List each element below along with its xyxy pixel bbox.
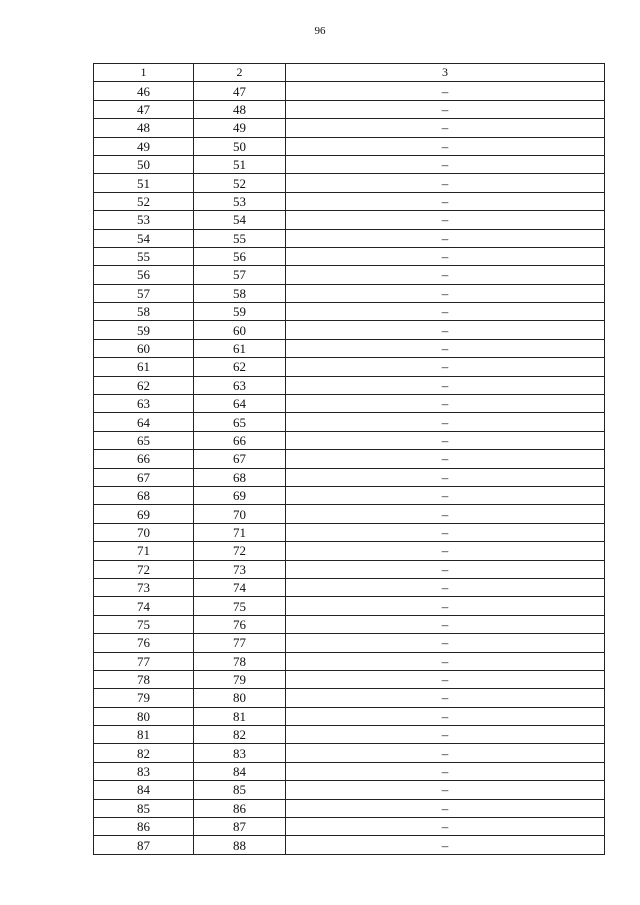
table-row xyxy=(94,781,605,799)
table-body xyxy=(94,82,605,854)
table-cell-col-3: – xyxy=(286,486,605,504)
table-row xyxy=(94,597,605,615)
table-cell-col-2: 77 xyxy=(194,634,286,652)
table-cell-col-2: 86 xyxy=(194,799,286,817)
table-cell-col-1: 59 xyxy=(94,321,194,339)
table-cell-col-3: – xyxy=(286,762,605,780)
table-row xyxy=(94,744,605,762)
table-header-row xyxy=(94,64,605,82)
table-row xyxy=(94,339,605,357)
table-row xyxy=(94,450,605,468)
table-cell-col-2: 88 xyxy=(194,836,286,854)
table-cell-col-2: 61 xyxy=(194,339,286,357)
table-row xyxy=(94,486,605,504)
table-cell-col-2: 55 xyxy=(194,229,286,247)
table-row xyxy=(94,321,605,339)
table-cell-col-3: – xyxy=(286,578,605,596)
table-cell-col-2: 51 xyxy=(194,155,286,173)
table-cell-col-3: – xyxy=(286,82,605,100)
table-row xyxy=(94,211,605,229)
table-cell-col-3: – xyxy=(286,155,605,173)
table-cell-col-2: 65 xyxy=(194,413,286,431)
table-row xyxy=(94,670,605,688)
table-cell-col-1: 69 xyxy=(94,505,194,523)
table-cell-col-1: 76 xyxy=(94,634,194,652)
table-row xyxy=(94,652,605,670)
data-table xyxy=(93,63,605,855)
table-cell-col-1: 52 xyxy=(94,192,194,210)
table-cell-col-3: – xyxy=(286,523,605,541)
table-row xyxy=(94,284,605,302)
table-cell-col-3: – xyxy=(286,247,605,265)
table-cell-col-1: 70 xyxy=(94,523,194,541)
table-cell-col-3: – xyxy=(286,137,605,155)
table-cell-col-3: – xyxy=(286,468,605,486)
table-cell-col-1: 68 xyxy=(94,486,194,504)
table-cell-col-1: 46 xyxy=(94,82,194,100)
table-row xyxy=(94,376,605,394)
table-row xyxy=(94,560,605,578)
table-row xyxy=(94,266,605,284)
table-row xyxy=(94,762,605,780)
table-cell-col-3: – xyxy=(286,542,605,560)
table-cell-col-2: 49 xyxy=(194,119,286,137)
table-cell-col-3: – xyxy=(286,634,605,652)
table-cell-col-1: 56 xyxy=(94,266,194,284)
table-row xyxy=(94,155,605,173)
table-cell-col-1: 54 xyxy=(94,229,194,247)
table-cell-col-2: 64 xyxy=(194,395,286,413)
table-row xyxy=(94,119,605,137)
table-cell-col-2: 52 xyxy=(194,174,286,192)
table-cell-col-3: – xyxy=(286,744,605,762)
table-cell-col-1: 51 xyxy=(94,174,194,192)
table-row xyxy=(94,192,605,210)
table-cell-col-3: – xyxy=(286,284,605,302)
table-cell-col-3: – xyxy=(286,726,605,744)
table-cell-col-2: 56 xyxy=(194,247,286,265)
table-cell-col-2: 83 xyxy=(194,744,286,762)
table-cell-col-3: – xyxy=(286,358,605,376)
table-row xyxy=(94,431,605,449)
table-cell-col-2: 73 xyxy=(194,560,286,578)
table-cell-col-2: 74 xyxy=(194,578,286,596)
table-row xyxy=(94,726,605,744)
table-cell-col-3: – xyxy=(286,781,605,799)
table-row xyxy=(94,578,605,596)
table-cell-col-1: 73 xyxy=(94,578,194,596)
table-cell-col-1: 84 xyxy=(94,781,194,799)
table-cell-col-3: – xyxy=(286,652,605,670)
table-cell-col-1: 55 xyxy=(94,247,194,265)
table-cell-col-2: 59 xyxy=(194,303,286,321)
table-cell-col-3: – xyxy=(286,303,605,321)
table-cell-col-2: 82 xyxy=(194,726,286,744)
table-cell-col-1: 78 xyxy=(94,670,194,688)
table-cell-col-3: – xyxy=(286,192,605,210)
table-cell-col-1: 61 xyxy=(94,358,194,376)
table-cell-col-2: 58 xyxy=(194,284,286,302)
table-cell-col-2: 72 xyxy=(194,542,286,560)
table-cell-col-2: 71 xyxy=(194,523,286,541)
column-header-1: 1 xyxy=(94,64,194,82)
table-row xyxy=(94,413,605,431)
table-cell-col-2: 67 xyxy=(194,450,286,468)
table-cell-col-2: 87 xyxy=(194,818,286,836)
table-cell-col-3: – xyxy=(286,174,605,192)
table-cell-col-2: 80 xyxy=(194,689,286,707)
table-cell-col-3: – xyxy=(286,707,605,725)
table-cell-col-2: 68 xyxy=(194,468,286,486)
table-cell-col-1: 48 xyxy=(94,119,194,137)
table-cell-col-1: 81 xyxy=(94,726,194,744)
table-cell-col-2: 50 xyxy=(194,137,286,155)
table-row xyxy=(94,799,605,817)
table-cell-col-3: – xyxy=(286,836,605,854)
table-row xyxy=(94,523,605,541)
table-cell-col-1: 58 xyxy=(94,303,194,321)
table-cell-col-3: – xyxy=(286,799,605,817)
table-cell-col-2: 79 xyxy=(194,670,286,688)
table-cell-col-1: 57 xyxy=(94,284,194,302)
table-row xyxy=(94,615,605,633)
table-cell-col-3: – xyxy=(286,505,605,523)
table-cell-col-1: 62 xyxy=(94,376,194,394)
table-cell-col-1: 80 xyxy=(94,707,194,725)
table-cell-col-2: 53 xyxy=(194,192,286,210)
table-cell-col-1: 60 xyxy=(94,339,194,357)
table-cell-col-1: 87 xyxy=(94,836,194,854)
table-row xyxy=(94,505,605,523)
table-cell-col-1: 64 xyxy=(94,413,194,431)
table-cell-col-3: – xyxy=(286,450,605,468)
table-cell-col-1: 74 xyxy=(94,597,194,615)
table-cell-col-2: 81 xyxy=(194,707,286,725)
table-cell-col-3: – xyxy=(286,597,605,615)
table-row xyxy=(94,229,605,247)
table-cell-col-3: – xyxy=(286,413,605,431)
table-cell-col-3: – xyxy=(286,100,605,118)
table-cell-col-1: 65 xyxy=(94,431,194,449)
table-row xyxy=(94,707,605,725)
table-cell-col-2: 54 xyxy=(194,211,286,229)
table-cell-col-3: – xyxy=(286,211,605,229)
table-cell-col-2: 70 xyxy=(194,505,286,523)
table-cell-col-2: 47 xyxy=(194,82,286,100)
table-cell-col-2: 63 xyxy=(194,376,286,394)
table-cell-col-1: 82 xyxy=(94,744,194,762)
table-cell-col-1: 63 xyxy=(94,395,194,413)
table-cell-col-3: – xyxy=(286,119,605,137)
table-cell-col-1: 75 xyxy=(94,615,194,633)
page-number: 96 xyxy=(314,25,326,37)
table-cell-col-3: – xyxy=(286,560,605,578)
table-row xyxy=(94,358,605,376)
table-row xyxy=(94,542,605,560)
table-cell-col-3: – xyxy=(286,615,605,633)
table-cell-col-1: 86 xyxy=(94,818,194,836)
table-cell-col-1: 66 xyxy=(94,450,194,468)
table-cell-col-2: 78 xyxy=(194,652,286,670)
table-row xyxy=(94,818,605,836)
table-cell-col-1: 53 xyxy=(94,211,194,229)
table-cell-col-3: – xyxy=(286,431,605,449)
table-cell-col-1: 85 xyxy=(94,799,194,817)
table-cell-col-3: – xyxy=(286,266,605,284)
table-row xyxy=(94,836,605,854)
column-header-2: 2 xyxy=(194,64,286,82)
table-row xyxy=(94,82,605,100)
table-cell-col-1: 50 xyxy=(94,155,194,173)
table-cell-col-2: 57 xyxy=(194,266,286,284)
table-row xyxy=(94,395,605,413)
table-row xyxy=(94,100,605,118)
table-cell-col-3: – xyxy=(286,689,605,707)
table-cell-col-3: – xyxy=(286,229,605,247)
table-cell-col-2: 48 xyxy=(194,100,286,118)
table-cell-col-2: 60 xyxy=(194,321,286,339)
table-cell-col-1: 83 xyxy=(94,762,194,780)
table-cell-col-2: 85 xyxy=(194,781,286,799)
table-cell-col-2: 84 xyxy=(194,762,286,780)
table-cell-col-1: 72 xyxy=(94,560,194,578)
table-row xyxy=(94,303,605,321)
table-cell-col-3: – xyxy=(286,376,605,394)
table-row xyxy=(94,689,605,707)
table-cell-col-1: 47 xyxy=(94,100,194,118)
table-cell-col-2: 62 xyxy=(194,358,286,376)
table-row xyxy=(94,634,605,652)
table-cell-col-3: – xyxy=(286,670,605,688)
table-cell-col-2: 75 xyxy=(194,597,286,615)
table-cell-col-3: – xyxy=(286,395,605,413)
table-cell-col-2: 66 xyxy=(194,431,286,449)
table-cell-col-3: – xyxy=(286,818,605,836)
table-cell-col-1: 77 xyxy=(94,652,194,670)
table-row xyxy=(94,174,605,192)
table-row xyxy=(94,468,605,486)
column-header-3: 3 xyxy=(286,64,605,82)
table-cell-col-2: 76 xyxy=(194,615,286,633)
table-cell-col-1: 67 xyxy=(94,468,194,486)
table-row xyxy=(94,137,605,155)
table-row xyxy=(94,247,605,265)
table-cell-col-1: 79 xyxy=(94,689,194,707)
table-cell-col-1: 49 xyxy=(94,137,194,155)
table-cell-col-1: 71 xyxy=(94,542,194,560)
table-cell-col-3: – xyxy=(286,321,605,339)
table-cell-col-3: – xyxy=(286,339,605,357)
table-cell-col-2: 69 xyxy=(194,486,286,504)
